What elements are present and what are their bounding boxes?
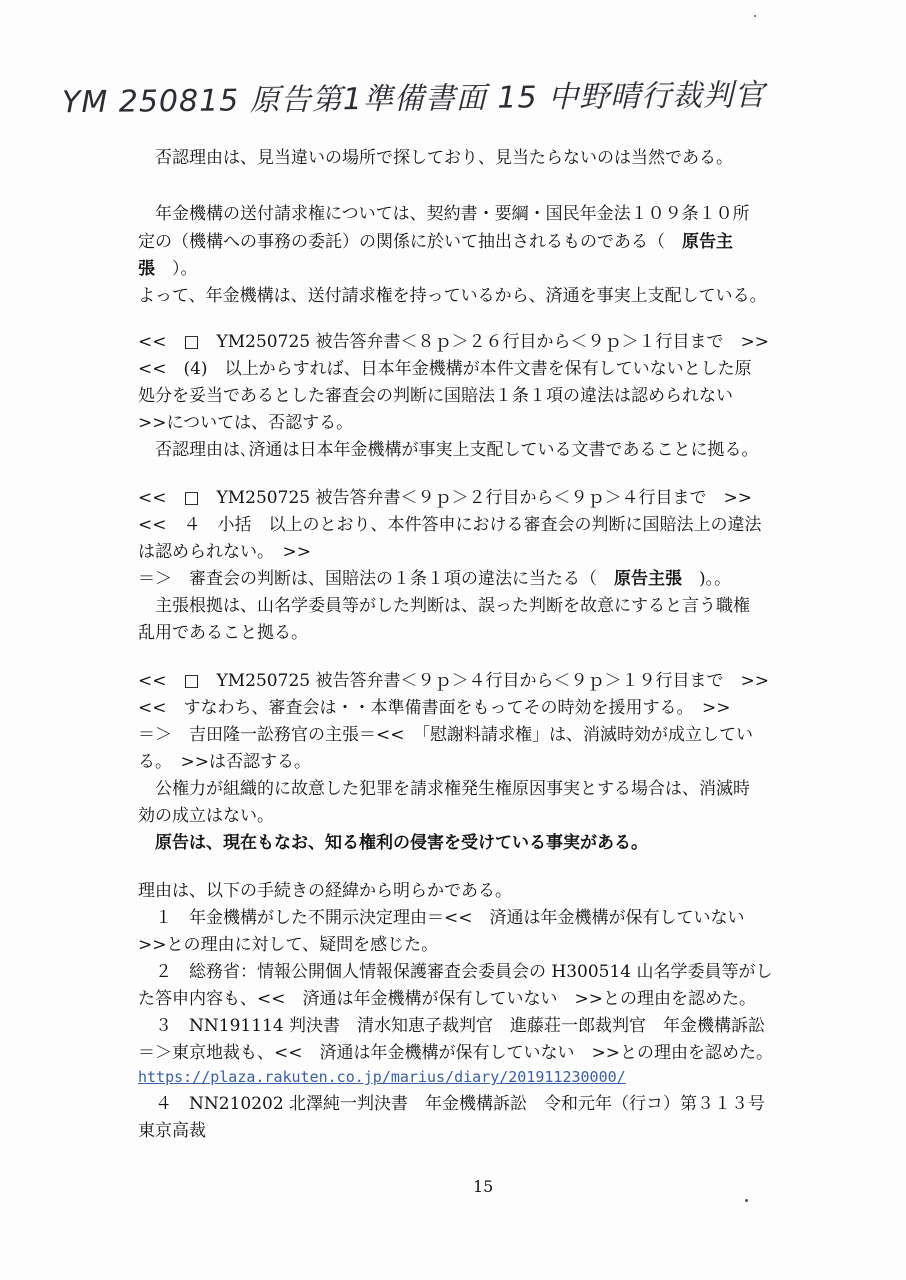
paragraph-line: 理由は、以下の手続きの経緯から明らかである。	[138, 881, 512, 901]
paragraph-line	[138, 566, 838, 592]
handwritten-header: YM 250815 原告第1準備書面 15 中野晴行裁判官	[61, 77, 766, 121]
url-line	[138, 1064, 838, 1090]
paragraph-line: >>については、否認する。	[138, 413, 354, 433]
paragraph-line	[138, 229, 838, 255]
diary-url-link[interactable]: https://plaza.rakuten.co.jp/marius/diary/201911230000/	[138, 1068, 626, 1086]
scan-speck	[745, 1199, 748, 1202]
emphasis-text: 張	[138, 259, 155, 279]
paragraph-line: ３ NN191114 判決書 清水知恵子裁判官 進藤荘一郎裁判官 年金機構訴訟	[138, 1016, 766, 1036]
paragraph-line: << すなわち、審査会は・・本準備書面をもってその時効を援用する。 >>	[138, 698, 731, 718]
quote-header-line: << □ YM250725 被告答弁書＜９ｐ＞２行目から＜９ｐ＞４行目まで >>	[138, 488, 752, 508]
paragraph-line: << ４ 小括 以上のとおり、本件答申における審査会の判断に国賠法上の違法	[138, 515, 762, 535]
paragraph-line: << (4) 以上からすれば、日本年金機構が本件文書を保有していないとした原	[138, 359, 752, 379]
paragraph-line: る。 >>は否認する。	[138, 752, 311, 772]
paragraph-line: 東京高裁	[138, 1121, 206, 1141]
paragraph-line: 処分を妥当であるとした審査会の判断に国賠法１条１項の違法は認められない	[138, 386, 733, 406]
paragraph-line: ４ NN210202 北澤純一判決書 年金機構訴訟 令和元年（行コ）第３１３号	[138, 1094, 766, 1114]
paragraph-line: 否認理由は､済通は日本年金機構が事実上支配している文書であることに拠る。	[138, 440, 759, 460]
paragraph-line: よって、年金機構は、送付請求権を持っているから、済通を事実上支配している。	[138, 286, 767, 306]
paragraph-line: >>との理由に対して、疑問を感じた。	[138, 935, 439, 955]
quote-header-line: << □ YM250725 被告答弁書＜８ｐ＞２６行目から＜９ｐ＞１行目まで >>	[138, 332, 769, 352]
paragraph-line: ＝＞ 吉田隆一訟務官の主張＝<< 「慰謝料請求権」は、消滅時効が成立してい	[138, 725, 753, 745]
text-run: 定の（機構への事務の委託）の関係に於いて抽出されるものである（	[138, 232, 682, 252]
paragraph-line: 公権力が組織的に故意した犯罪を請求権発生権原因事実とする場合は、消滅時	[138, 779, 750, 799]
text-run: )。。	[682, 569, 732, 589]
emphasis-text: 原告主張	[614, 569, 682, 589]
paragraph-line: た答申内容も、<< 済通は年金機構が保有していない >>との理由を認めた。	[138, 989, 756, 1009]
paragraph-line: 年金機構の送付請求権については、契約書・要綱・国民年金法１０９条１０所	[138, 204, 750, 224]
paragraph-line: ＝＞東京地裁も、<< 済通は年金機構が保有していない >>との理由を認めた。	[138, 1043, 773, 1063]
paragraph-line: １ 年金機構がした不開示決定理由＝<< 済通は年金機構が保有していない	[138, 908, 745, 928]
paragraph-line	[138, 256, 838, 282]
paragraph-line: ２ 総務省：情報公開個人情報保護審査会委員会の H300514 山名学委員等がし	[138, 962, 773, 982]
paragraph-line: 主張根拠は、山名学委員等がした判断は、誤った判断を故意にすると言う職権	[138, 596, 750, 616]
paragraph-line: は認められない。 >>	[138, 542, 311, 562]
quote-header-line: << □ YM250725 被告答弁書＜９ｐ＞４行目から＜９ｐ＞１９行目まで >>	[138, 671, 769, 691]
paragraph-line: 効の成立はない。	[138, 806, 274, 826]
text-run: ）。	[155, 259, 198, 279]
emphasis-text: 原告主	[682, 232, 733, 252]
scan-speck	[754, 15, 756, 17]
paragraph-line: 乱用であること拠る。	[138, 623, 308, 643]
text-run: ＝＞ 審査会の判断は、国賠法の１条１項の違法に当たる（	[138, 569, 614, 589]
page-number: 15	[473, 1177, 494, 1196]
paragraph-line: 否認理由は、見当違いの場所で探しており、見当たらないのは当然である。	[138, 148, 733, 168]
emphasis-line: 原告は、現在もなお、知る権利の侵害を受けている事実がある。	[138, 833, 648, 853]
